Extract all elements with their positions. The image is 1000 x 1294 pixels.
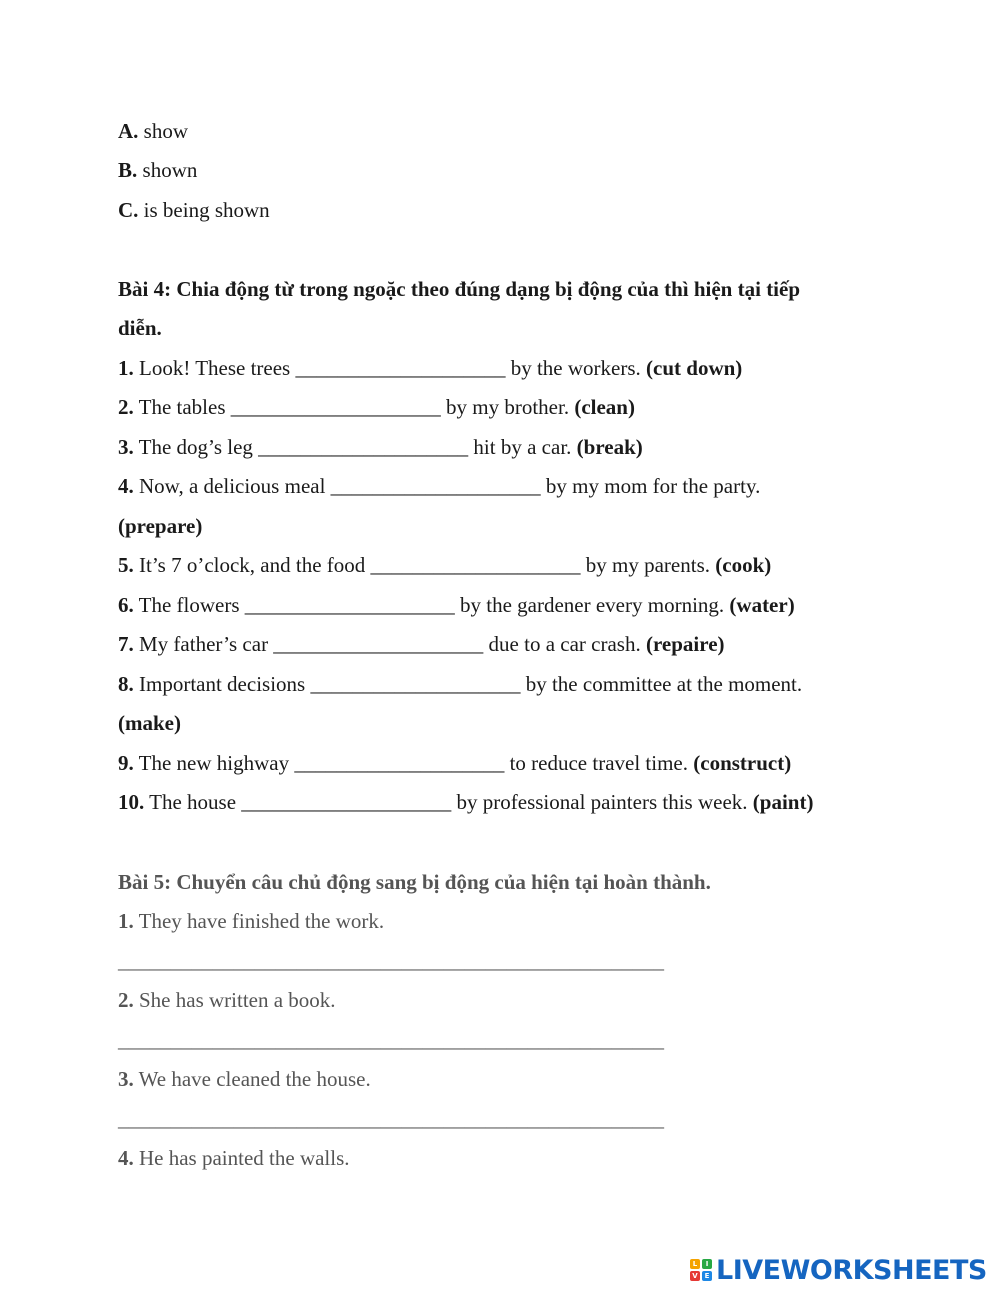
answer-line[interactable]: ____________________________________________________: [118, 1107, 664, 1131]
bai4-item: 7. My father’s car ____________________ due to a car crash. (repaire): [118, 632, 725, 656]
bai4-item: 3. The dog’s leg ____________________ hit by a car. (break): [118, 435, 643, 459]
bai4-title: Bài 4: Chia động từ trong ngoặc theo đúng dạng bị động của thì hiện tại tiếp: [118, 277, 801, 301]
bai4-item: 6. The flowers ____________________ by the gardener every morning. (water): [118, 593, 795, 617]
option-c: C. is being shown: [118, 198, 270, 222]
option-a: A. show: [118, 119, 189, 143]
bai5-title: Bài 5: Chuyển câu chủ động sang bị động của hiện tại hoàn thành.: [118, 870, 711, 894]
answer-line[interactable]: ____________________________________________________: [118, 949, 664, 973]
bai4-item: 4. Now, a delicious meal ____________________ by my mom for the party.: [118, 474, 761, 498]
bai4-item: 10. The house ____________________ by professional painters this week. (paint): [118, 790, 814, 814]
liveworksheets-logo[interactable]: [690, 1254, 987, 1286]
bai5-item: 3. We have cleaned the house.: [118, 1067, 371, 1091]
answer-line[interactable]: ____________________________________________________: [118, 1028, 664, 1052]
bai4-item: 5. It’s 7 o’clock, and the food ____________________ by my parents. (cook): [118, 553, 772, 577]
bai4-item: 1. Look! These trees ____________________ by the workers. (cut down): [118, 356, 743, 380]
bai4-item: 9. The new highway ____________________ to reduce travel time. (construct): [118, 751, 792, 775]
bai4-item: 2. The tables ____________________ by my brother. (clean): [118, 395, 635, 419]
logo-text: LIVEWORKSHEETS: [716, 1254, 987, 1286]
bai5-item: 2. She has written a book.: [118, 988, 336, 1012]
option-b: B. shown: [118, 158, 198, 182]
bai5-item: 1. They have finished the work.: [118, 909, 385, 933]
bai4-item-cont: (make): [118, 711, 181, 735]
bai4-item-cont: (prepare): [118, 514, 203, 538]
bai4-title-cont: diễn.: [118, 316, 162, 340]
logo-mark-icon: L I V E: [690, 1259, 712, 1281]
bai4-item: 8. Important decisions ____________________ by the committee at the moment.: [118, 672, 803, 696]
bai5-item: 4. He has painted the walls.: [118, 1146, 350, 1170]
